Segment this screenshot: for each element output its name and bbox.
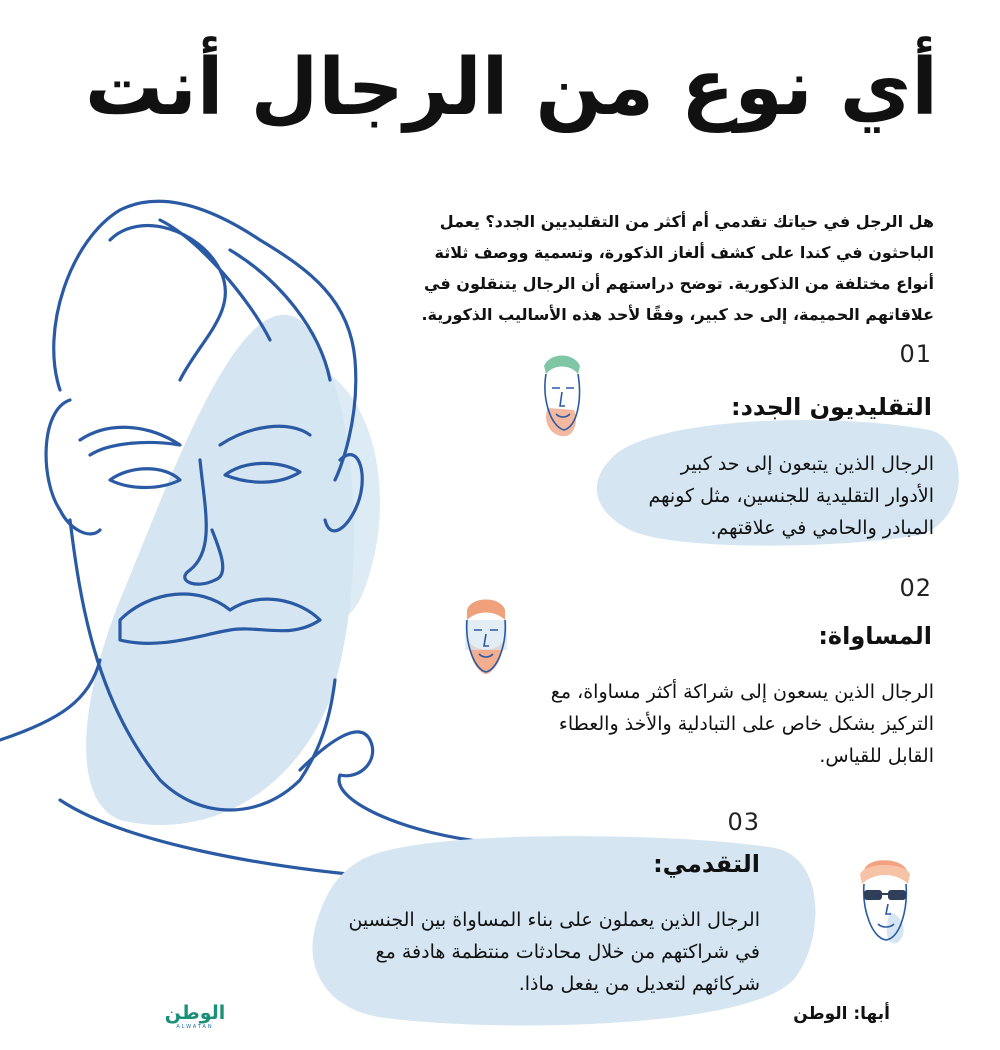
- section-2-number: 02: [899, 574, 932, 602]
- section-3-body: الرجال الذين يعملون على بناء المساواة بين الجنسين في شراكتهم من خلال محادثات منتظمة هادفة مع شركائهم لتعديل من يفعل ماذا.: [348, 909, 760, 995]
- section-1-body: الرجال الذين يتبعون إلى حد كبير الأدوار التقليدية للجنسين، مثل كونهم المبادر والحامي في علاقتهم.: [648, 453, 934, 539]
- left-ear: [46, 400, 100, 534]
- man-face-orange-beard-icon: [455, 590, 517, 680]
- page-title: أي نوع من الرجال أنت: [84, 43, 938, 133]
- section-1-number: 01: [899, 340, 932, 368]
- intro-paragraph: هل الرجل في حياتك تقدمي أم أكثر من التقليديين الجدد؟ يعمل الباحثون في كندا على كشف ألغاز الذكورة، وتسمية ووصف ثلاثة أنواع مختلفة من الذكورية. توضح دراستهم أن الرجال يتنقلون في علاقاتهم الحميمة، إلى حد كبير، وفقًا لأحد هذه الأساليب الذكورية.: [421, 212, 934, 324]
- section-2-title: المساواة:: [818, 622, 932, 650]
- section-2-body: الرجال الذين يسعون إلى شراكة أكثر مساواة، مع التركيز بشكل خاص على التبادلية والأخذ والعطاء القابل للقياس.: [550, 681, 934, 767]
- man-face-green-hair-icon: [530, 348, 590, 444]
- left-brow: [80, 427, 180, 455]
- alwatan-logo: [160, 1002, 230, 1030]
- left-eye: [110, 469, 180, 488]
- lower-blob: [298, 360, 380, 625]
- section-3-title: التقدمي:: [653, 850, 760, 878]
- section-1-title: التقليديون الجدد:: [731, 393, 932, 421]
- logo-english: ALWATAN: [176, 1024, 214, 1030]
- section-3-number: 03: [727, 808, 760, 836]
- man-face-sunglasses-icon: [850, 852, 920, 948]
- logo-arabic: الوطن: [164, 1002, 226, 1024]
- footer-credit: أبها: الوطن: [793, 1004, 890, 1024]
